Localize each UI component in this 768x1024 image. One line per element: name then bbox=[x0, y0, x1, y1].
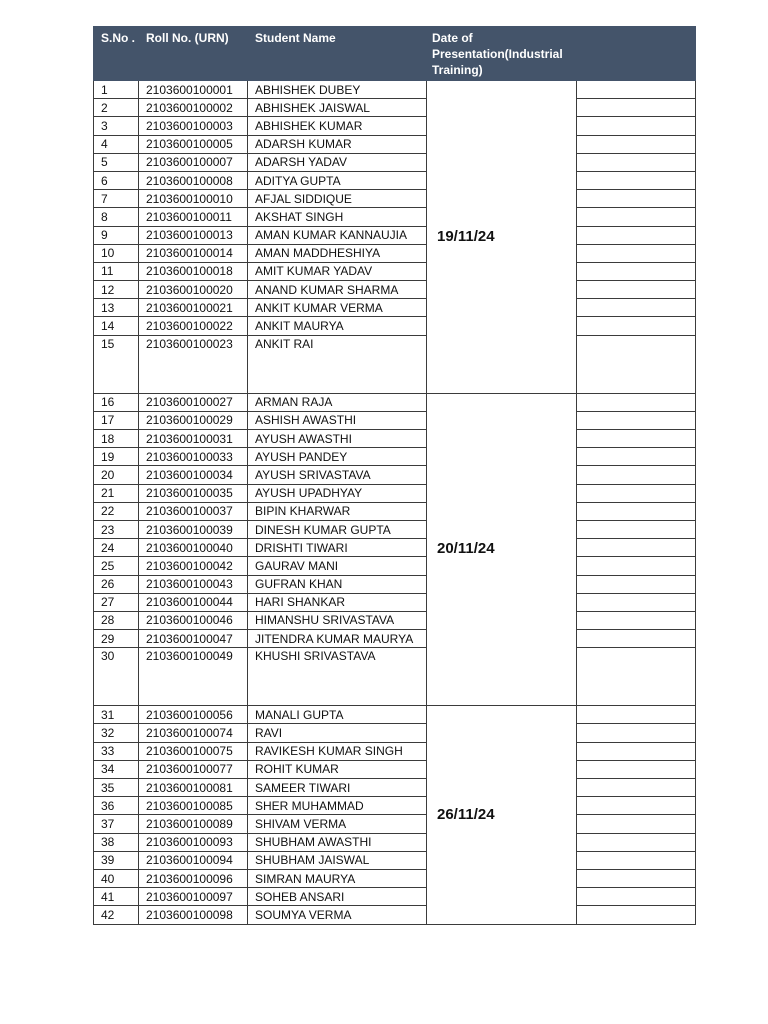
row-sno: 11 bbox=[94, 262, 139, 280]
row-roll-no: 2103600100044 bbox=[139, 593, 248, 611]
table-row bbox=[94, 575, 696, 593]
row-sno: 24 bbox=[94, 539, 139, 557]
row-sno: 22 bbox=[94, 502, 139, 520]
row-blank-cell bbox=[577, 557, 696, 575]
row-student-name: AMAN MADDHESHIYA bbox=[248, 244, 427, 262]
row-student-name: DINESH KUMAR GUPTA bbox=[248, 520, 427, 538]
row-roll-no: 2103600100022 bbox=[139, 317, 248, 335]
table-row bbox=[94, 117, 696, 135]
row-sno: 7 bbox=[94, 190, 139, 208]
row-blank-cell bbox=[577, 520, 696, 538]
row-student-name: ABHISHEK KUMAR bbox=[248, 117, 427, 135]
table-row bbox=[94, 430, 696, 448]
row-sno: 30 bbox=[94, 648, 139, 706]
row-sno: 18 bbox=[94, 430, 139, 448]
row-roll-no: 2103600100047 bbox=[139, 630, 248, 648]
row-roll-no: 2103600100037 bbox=[139, 502, 248, 520]
row-roll-no: 2103600100029 bbox=[139, 411, 248, 429]
row-roll-no: 2103600100035 bbox=[139, 484, 248, 502]
row-roll-no: 2103600100001 bbox=[139, 81, 248, 99]
header-roll-no: Roll No. (URN) bbox=[139, 27, 248, 81]
row-sno: 9 bbox=[94, 226, 139, 244]
row-sno: 21 bbox=[94, 484, 139, 502]
row-roll-no: 2103600100085 bbox=[139, 797, 248, 815]
row-blank-cell bbox=[577, 869, 696, 887]
row-student-name: MANALI GUPTA bbox=[248, 706, 427, 724]
row-blank-cell bbox=[577, 630, 696, 648]
row-blank-cell bbox=[577, 706, 696, 724]
table-row bbox=[94, 557, 696, 575]
row-student-name: SHUBHAM AWASTHI bbox=[248, 833, 427, 851]
row-sno: 6 bbox=[94, 171, 139, 189]
header-blank bbox=[577, 27, 696, 81]
row-blank-cell bbox=[577, 906, 696, 924]
row-blank-cell bbox=[577, 135, 696, 153]
table-body bbox=[94, 81, 696, 925]
row-sno: 10 bbox=[94, 244, 139, 262]
row-blank-cell bbox=[577, 539, 696, 557]
header-sno: S.No . bbox=[94, 27, 139, 81]
row-sno: 5 bbox=[94, 153, 139, 171]
row-sno: 15 bbox=[94, 335, 139, 393]
table-row bbox=[94, 99, 696, 117]
row-sno: 23 bbox=[94, 520, 139, 538]
row-student-name: ABHISHEK DUBEY bbox=[248, 81, 427, 99]
row-student-name: ANKIT MAURYA bbox=[248, 317, 427, 335]
row-roll-no: 2103600100096 bbox=[139, 869, 248, 887]
row-sno: 25 bbox=[94, 557, 139, 575]
table-row bbox=[94, 797, 696, 815]
row-roll-no: 2103600100075 bbox=[139, 742, 248, 760]
row-roll-no: 2103600100023 bbox=[139, 335, 248, 393]
table-row bbox=[94, 244, 696, 262]
row-sno: 2 bbox=[94, 99, 139, 117]
row-blank-cell bbox=[577, 411, 696, 429]
row-sno: 16 bbox=[94, 393, 139, 411]
row-student-name: AMAN KUMAR KANNAUJIA bbox=[248, 226, 427, 244]
table-row bbox=[94, 648, 696, 706]
row-sno: 13 bbox=[94, 299, 139, 317]
row-student-name: BIPIN KHARWAR bbox=[248, 502, 427, 520]
row-blank-cell bbox=[577, 484, 696, 502]
row-student-name: ARMAN RAJA bbox=[248, 393, 427, 411]
row-blank-cell bbox=[577, 153, 696, 171]
table-row bbox=[94, 833, 696, 851]
row-sno: 1 bbox=[94, 81, 139, 99]
row-sno: 34 bbox=[94, 760, 139, 778]
row-sno: 19 bbox=[94, 448, 139, 466]
row-roll-no: 2103600100034 bbox=[139, 466, 248, 484]
header-date-of-presentation: Date of Presentation(Industrial Training) bbox=[427, 27, 577, 81]
row-sno: 33 bbox=[94, 742, 139, 760]
row-blank-cell bbox=[577, 99, 696, 117]
row-blank-cell bbox=[577, 502, 696, 520]
row-roll-no: 2103600100042 bbox=[139, 557, 248, 575]
row-sno: 31 bbox=[94, 706, 139, 724]
row-roll-no: 2103600100027 bbox=[139, 393, 248, 411]
table-row bbox=[94, 208, 696, 226]
row-roll-no: 2103600100049 bbox=[139, 648, 248, 706]
row-sno: 14 bbox=[94, 317, 139, 335]
table-header bbox=[94, 27, 696, 81]
row-roll-no: 2103600100005 bbox=[139, 135, 248, 153]
table-row bbox=[94, 281, 696, 299]
row-blank-cell bbox=[577, 281, 696, 299]
presentation-date: 26/11/24 bbox=[427, 706, 577, 924]
row-sno: 29 bbox=[94, 630, 139, 648]
row-student-name: JITENDRA KUMAR MAURYA bbox=[248, 630, 427, 648]
row-student-name: AMIT KUMAR YADAV bbox=[248, 262, 427, 280]
row-roll-no: 2103600100007 bbox=[139, 153, 248, 171]
row-blank-cell bbox=[577, 593, 696, 611]
row-roll-no: 2103600100056 bbox=[139, 706, 248, 724]
row-sno: 3 bbox=[94, 117, 139, 135]
row-roll-no: 2103600100003 bbox=[139, 117, 248, 135]
row-student-name: RAVIKESH KUMAR SINGH bbox=[248, 742, 427, 760]
row-blank-cell bbox=[577, 760, 696, 778]
row-blank-cell bbox=[577, 208, 696, 226]
table-row bbox=[94, 706, 696, 724]
row-sno: 42 bbox=[94, 906, 139, 924]
row-roll-no: 2103600100010 bbox=[139, 190, 248, 208]
row-sno: 4 bbox=[94, 135, 139, 153]
row-sno: 27 bbox=[94, 593, 139, 611]
row-student-name: AYUSH PANDEY bbox=[248, 448, 427, 466]
row-student-name: SHUBHAM JAISWAL bbox=[248, 851, 427, 869]
row-student-name: AYUSH SRIVASTAVA bbox=[248, 466, 427, 484]
table-row bbox=[94, 906, 696, 924]
row-student-name: AYUSH AWASTHI bbox=[248, 430, 427, 448]
row-blank-cell bbox=[577, 117, 696, 135]
row-roll-no: 2103600100094 bbox=[139, 851, 248, 869]
row-roll-no: 2103600100008 bbox=[139, 171, 248, 189]
row-roll-no: 2103600100097 bbox=[139, 888, 248, 906]
row-roll-no: 2103600100089 bbox=[139, 815, 248, 833]
table-row bbox=[94, 135, 696, 153]
row-blank-cell bbox=[577, 262, 696, 280]
row-student-name: SAMEER TIWARI bbox=[248, 779, 427, 797]
table-row bbox=[94, 411, 696, 429]
row-sno: 37 bbox=[94, 815, 139, 833]
row-blank-cell bbox=[577, 742, 696, 760]
row-student-name: ANKIT RAI bbox=[248, 335, 427, 393]
row-sno: 36 bbox=[94, 797, 139, 815]
row-roll-no: 2103600100077 bbox=[139, 760, 248, 778]
row-sno: 12 bbox=[94, 281, 139, 299]
row-roll-no: 2103600100039 bbox=[139, 520, 248, 538]
row-sno: 40 bbox=[94, 869, 139, 887]
table-row bbox=[94, 466, 696, 484]
row-roll-no: 2103600100031 bbox=[139, 430, 248, 448]
row-blank-cell bbox=[577, 335, 696, 393]
row-sno: 17 bbox=[94, 411, 139, 429]
row-blank-cell bbox=[577, 815, 696, 833]
table-row bbox=[94, 742, 696, 760]
row-student-name: RAVI bbox=[248, 724, 427, 742]
row-student-name: GAURAV MANI bbox=[248, 557, 427, 575]
row-roll-no: 2103600100002 bbox=[139, 99, 248, 117]
row-blank-cell bbox=[577, 317, 696, 335]
table-row bbox=[94, 448, 696, 466]
row-sno: 38 bbox=[94, 833, 139, 851]
table-row bbox=[94, 484, 696, 502]
table-row bbox=[94, 611, 696, 629]
row-blank-cell bbox=[577, 81, 696, 99]
row-student-name: SOUMYA VERMA bbox=[248, 906, 427, 924]
row-student-name: GUFRAN KHAN bbox=[248, 575, 427, 593]
row-student-name: DRISHTI TIWARI bbox=[248, 539, 427, 557]
table-row bbox=[94, 539, 696, 557]
row-blank-cell bbox=[577, 648, 696, 706]
row-blank-cell bbox=[577, 171, 696, 189]
row-sno: 39 bbox=[94, 851, 139, 869]
row-roll-no: 2103600100014 bbox=[139, 244, 248, 262]
row-student-name: ANKIT KUMAR VERMA bbox=[248, 299, 427, 317]
table-row bbox=[94, 888, 696, 906]
row-student-name: SIMRAN MAURYA bbox=[248, 869, 427, 887]
row-blank-cell bbox=[577, 466, 696, 484]
row-blank-cell bbox=[577, 833, 696, 851]
row-student-name: ADARSH KUMAR bbox=[248, 135, 427, 153]
table-row bbox=[94, 724, 696, 742]
row-roll-no: 2103600100046 bbox=[139, 611, 248, 629]
row-roll-no: 2103600100043 bbox=[139, 575, 248, 593]
header-row bbox=[94, 27, 696, 81]
row-student-name: HARI SHANKAR bbox=[248, 593, 427, 611]
row-sno: 28 bbox=[94, 611, 139, 629]
row-blank-cell bbox=[577, 226, 696, 244]
row-student-name: SHER MUHAMMAD bbox=[248, 797, 427, 815]
table-row bbox=[94, 393, 696, 411]
row-blank-cell bbox=[577, 779, 696, 797]
row-roll-no: 2103600100013 bbox=[139, 226, 248, 244]
row-blank-cell bbox=[577, 575, 696, 593]
row-student-name: SHIVAM VERMA bbox=[248, 815, 427, 833]
row-blank-cell bbox=[577, 393, 696, 411]
row-blank-cell bbox=[577, 611, 696, 629]
row-sno: 20 bbox=[94, 466, 139, 484]
row-blank-cell bbox=[577, 190, 696, 208]
row-roll-no: 2103600100093 bbox=[139, 833, 248, 851]
row-blank-cell bbox=[577, 724, 696, 742]
table-row bbox=[94, 869, 696, 887]
header-student-name: Student Name bbox=[248, 27, 427, 81]
row-blank-cell bbox=[577, 888, 696, 906]
row-student-name: ADARSH YADAV bbox=[248, 153, 427, 171]
table-row bbox=[94, 502, 696, 520]
row-student-name: ROHIT KUMAR bbox=[248, 760, 427, 778]
row-sno: 26 bbox=[94, 575, 139, 593]
table-row bbox=[94, 81, 696, 99]
table-row bbox=[94, 190, 696, 208]
table-row bbox=[94, 760, 696, 778]
table-row bbox=[94, 815, 696, 833]
row-student-name: AYUSH UPADHYAY bbox=[248, 484, 427, 502]
row-student-name: HIMANSHU SRIVASTAVA bbox=[248, 611, 427, 629]
row-student-name: ADITYA GUPTA bbox=[248, 171, 427, 189]
row-blank-cell bbox=[577, 244, 696, 262]
row-roll-no: 2103600100018 bbox=[139, 262, 248, 280]
row-sno: 32 bbox=[94, 724, 139, 742]
presentation-schedule-table bbox=[93, 26, 696, 925]
row-student-name: ASHISH AWASTHI bbox=[248, 411, 427, 429]
row-blank-cell bbox=[577, 851, 696, 869]
row-roll-no: 2103600100098 bbox=[139, 906, 248, 924]
presentation-date: 19/11/24 bbox=[427, 81, 577, 394]
table-row bbox=[94, 226, 696, 244]
row-roll-no: 2103600100020 bbox=[139, 281, 248, 299]
table-row bbox=[94, 630, 696, 648]
row-student-name: SOHEB ANSARI bbox=[248, 888, 427, 906]
row-roll-no: 2103600100040 bbox=[139, 539, 248, 557]
row-blank-cell bbox=[577, 797, 696, 815]
table-row bbox=[94, 153, 696, 171]
table-row bbox=[94, 299, 696, 317]
table-row bbox=[94, 851, 696, 869]
row-sno: 41 bbox=[94, 888, 139, 906]
row-student-name: ANAND KUMAR SHARMA bbox=[248, 281, 427, 299]
table-row bbox=[94, 593, 696, 611]
row-student-name: AFJAL SIDDIQUE bbox=[248, 190, 427, 208]
row-student-name: KHUSHI SRIVASTAVA bbox=[248, 648, 427, 706]
row-roll-no: 2103600100081 bbox=[139, 779, 248, 797]
row-roll-no: 2103600100033 bbox=[139, 448, 248, 466]
table-row bbox=[94, 317, 696, 335]
row-sno: 35 bbox=[94, 779, 139, 797]
row-blank-cell bbox=[577, 448, 696, 466]
table-row bbox=[94, 520, 696, 538]
row-student-name: ABHISHEK JAISWAL bbox=[248, 99, 427, 117]
row-blank-cell bbox=[577, 430, 696, 448]
presentation-date: 20/11/24 bbox=[427, 393, 577, 706]
table-row bbox=[94, 335, 696, 393]
table-row bbox=[94, 779, 696, 797]
row-roll-no: 2103600100021 bbox=[139, 299, 248, 317]
row-sno: 8 bbox=[94, 208, 139, 226]
table-row bbox=[94, 171, 696, 189]
row-student-name: AKSHAT SINGH bbox=[248, 208, 427, 226]
table-row bbox=[94, 262, 696, 280]
row-roll-no: 2103600100074 bbox=[139, 724, 248, 742]
row-roll-no: 2103600100011 bbox=[139, 208, 248, 226]
row-blank-cell bbox=[577, 299, 696, 317]
